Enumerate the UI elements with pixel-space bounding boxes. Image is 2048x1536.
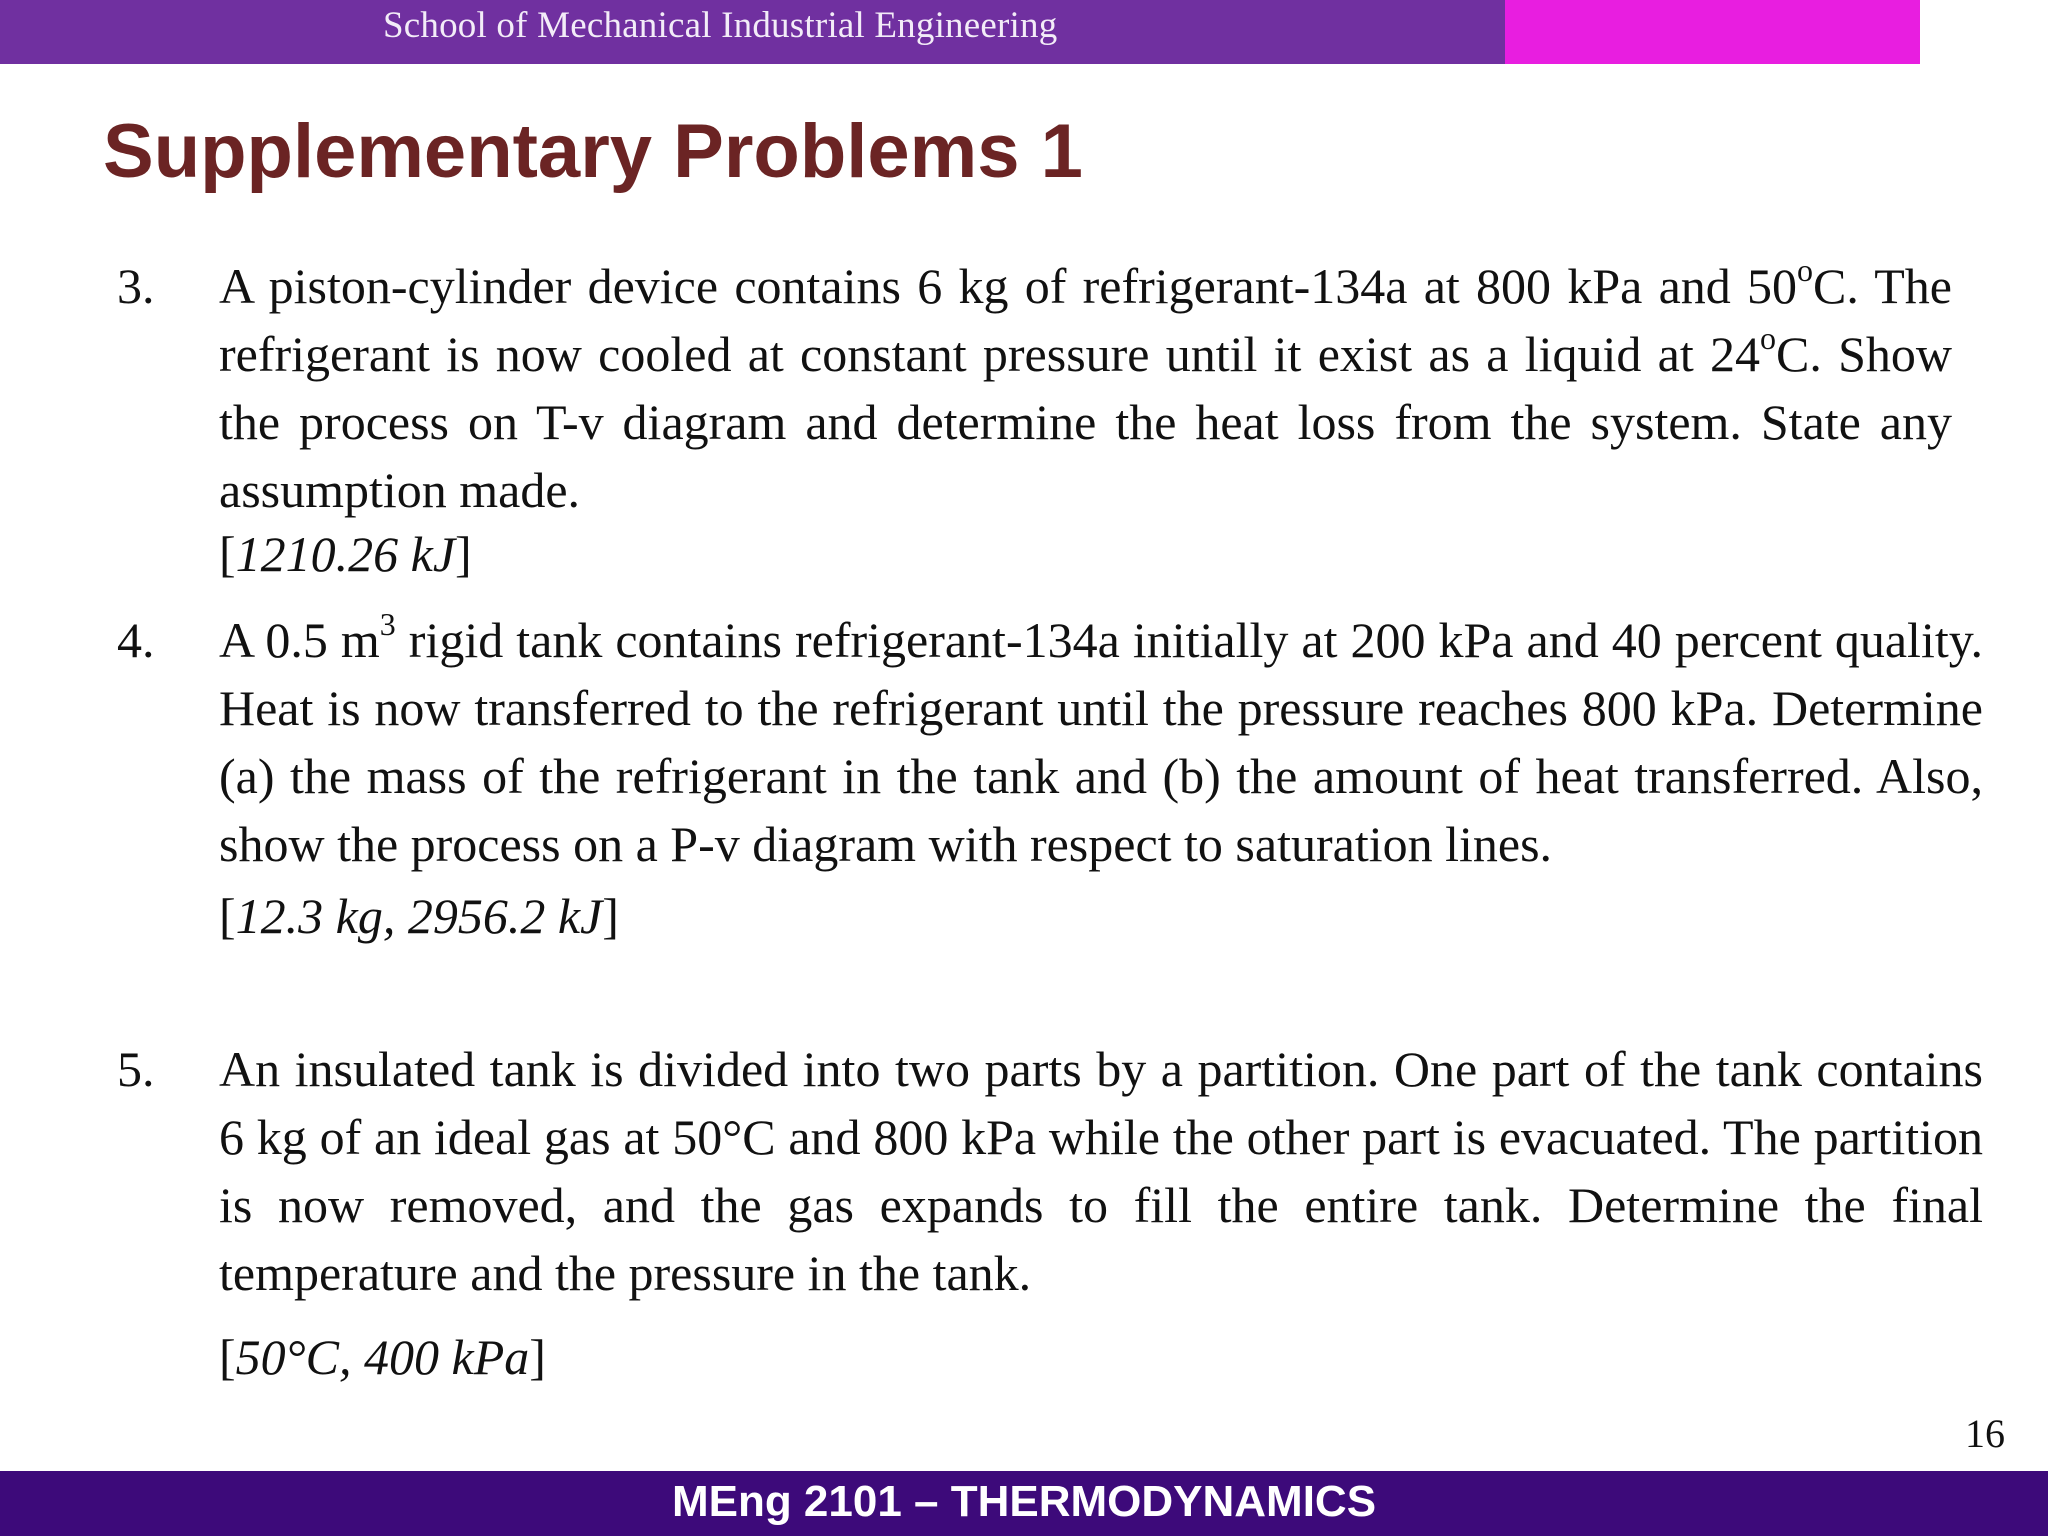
- header-purple-band: [0, 0, 1505, 64]
- problem-answer: [12.3 kg, 2956.2 kJ]: [219, 888, 619, 944]
- page-number: 16: [1965, 1411, 2005, 1456]
- footer-bar: [0, 1471, 2048, 1536]
- slide-title: Supplementary Problems 1: [103, 109, 1083, 194]
- school-name: School of Mechanical Industrial Engineering: [383, 5, 1058, 46]
- problem-body: [219, 1035, 1983, 1391]
- problem-text: A piston-cylinder device contains 6 kg of refrigerant-134a at 800 kPa and 50$^o$C. The refrigerant is now cooled at constant pressure until it exist as a liquid at 24$^o$C. Show the process on T-v diagram and determine the heat loss from the system. State any assumption made.: [219, 252, 1952, 518]
- header-magenta-band: [1505, 0, 1920, 64]
- problem-number: 4.: [117, 612, 155, 668]
- course-title: MEng 2101 – THERMODYNAMICS: [671, 1477, 1377, 1526]
- problem-answer: [50°C, 400 kPa]: [219, 1329, 546, 1385]
- header-bar: [0, 0, 1920, 64]
- problem-body: [219, 606, 1983, 950]
- problem-text: A 0.5 $m^3$ rigid tank contains refrigerant-134a initially at 200 kPa and 40 percent quality. Heat is now transferred to the refrigerant until the pressure reaches 800 kPa. Determine (a) the mass of the refrigerant in the tank and (b) the amount of heat transferred. Also, show the process on a P-v diagram with respect to saturation lines.: [219, 606, 1983, 872]
- problem-body: [219, 252, 1952, 588]
- problem-number: 5.: [117, 1041, 155, 1097]
- problem-number: 3.: [117, 258, 155, 314]
- problem-answer: [1210.26 kJ]: [219, 526, 472, 582]
- problem-text: An insulated tank is divided into two parts by a partition. One part of the tank contains 6 kg of an ideal gas at 50°C and 800 kPa while the other part is evacuated. The partition is now removed, and the gas expands to fill the entire tank. Determine the final temperature and the pressure in the tank.: [219, 1041, 1983, 1301]
